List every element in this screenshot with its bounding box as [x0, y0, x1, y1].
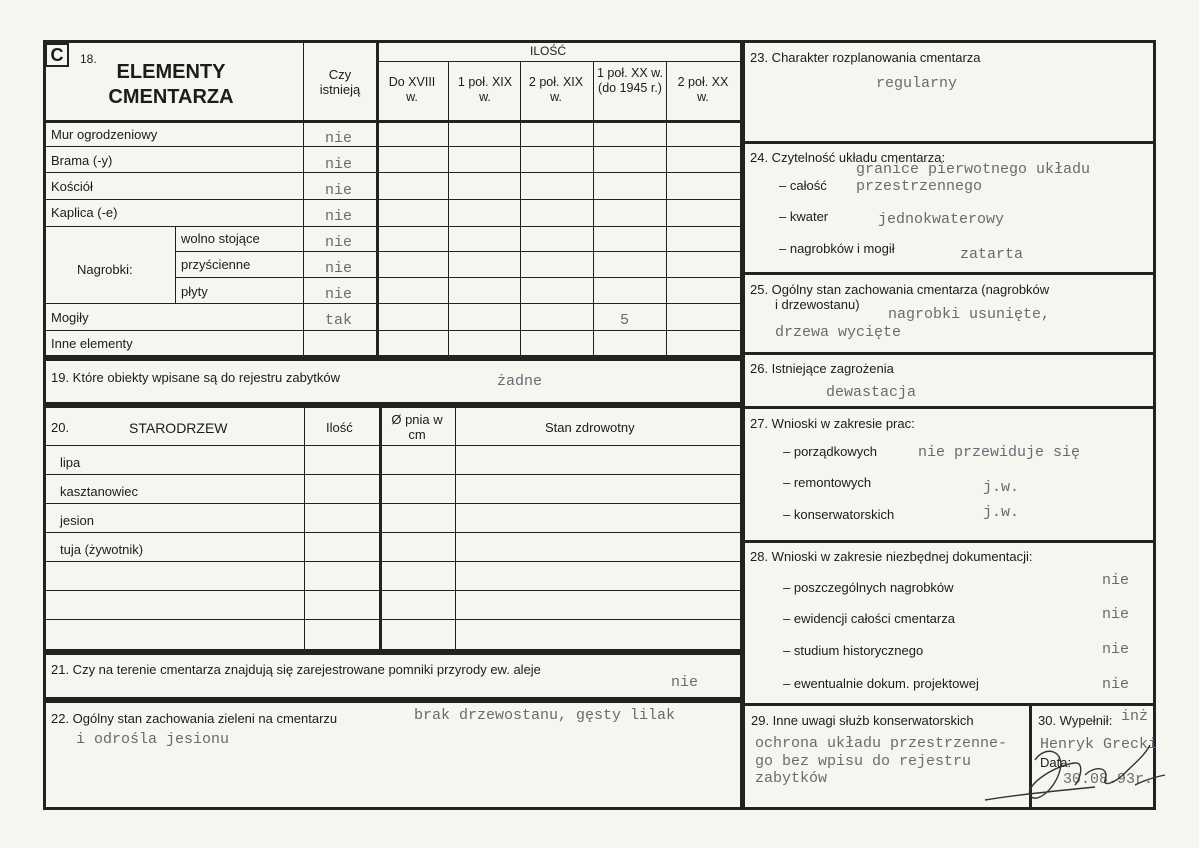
divider: [45, 590, 741, 591]
divider: [175, 226, 176, 303]
s28-label: 28. Wnioski w zakresie niezbędnej dokumentacji:: [750, 549, 1033, 564]
s27-cleanup-value: nie przewiduje się: [918, 444, 1081, 461]
tree-name: lipa: [60, 455, 81, 470]
divider: [45, 172, 741, 173]
s24-label: 24. Czytelność układu cmentarza:: [750, 150, 946, 165]
s23-label: 23. Charakter rozplanowania cmentarza: [750, 50, 981, 65]
divider: [45, 474, 741, 475]
tree-name: jesion: [60, 513, 94, 528]
divider: [45, 226, 741, 227]
section-letter: C: [50, 45, 64, 65]
divider: [45, 330, 741, 331]
s19-label: 19. Które obiekty wpisane są do rejestru zabytków: [51, 370, 341, 385]
divider: [175, 277, 741, 278]
divider: [45, 619, 741, 620]
s18-title-line2: CMENTARZA: [108, 86, 234, 108]
divider: [45, 120, 741, 123]
divider: [744, 540, 1154, 543]
divider: [666, 61, 667, 357]
divider: [45, 503, 741, 504]
s29-value-line1: ochrona układu przestrzenne-: [755, 735, 1008, 752]
period-header-3: 1 poł. XX w. (do 1945 r.): [596, 66, 663, 95]
s24-quarters-label: – kwater: [779, 209, 829, 224]
s21-label: 21. Czy na terenie cmentarza znajdują się zarejestrowane pomniki przyrody ew. aleje: [51, 662, 541, 677]
s26-value: dewastacja: [826, 384, 917, 401]
col-header-qty: Ilość: [326, 420, 353, 435]
divider: [593, 61, 594, 357]
s27-repair-value: j.w.: [983, 479, 1020, 496]
row-label-church: Kościół: [51, 179, 93, 194]
s27-repair-label: – remontowych: [783, 475, 872, 490]
s18-title-line1: ELEMENTY: [116, 61, 226, 83]
s20-number: 20.: [51, 420, 70, 435]
nagrobki-label: Nagrobki:: [77, 262, 133, 277]
s18-number: 18.: [80, 52, 97, 66]
s29-value-line2: go bez wpisu do rejestru: [755, 753, 972, 770]
s30-label: 30. Wypełnił:: [1038, 713, 1113, 728]
s30-date-label: Data:: [1040, 755, 1072, 770]
tree-name: tuja (żywotnik): [60, 542, 144, 557]
s27-conservation-value: j.w.: [983, 504, 1020, 521]
s24-graves-label: – nagrobków i mogił: [779, 241, 895, 256]
s28-item-label: – ewentualnie dokum. projektowej: [783, 676, 979, 691]
s28-item-value: nie: [1102, 676, 1130, 693]
divider: [45, 561, 741, 562]
row-label-slabs: płyty: [181, 284, 208, 299]
period-header-0: Do XVIII w.: [388, 75, 436, 104]
s25-value-line2: drzewa wycięte: [775, 324, 902, 341]
exists-value: nie: [325, 286, 353, 303]
s28-item-label: – ewidencji całości cmentarza: [783, 611, 955, 626]
period-header-2: 2 poł. XIX w.: [528, 75, 584, 104]
exists-value: tak: [325, 312, 353, 329]
row-label-other: Inne elementy: [51, 336, 133, 351]
s20-title: STARODRZEW: [129, 420, 228, 436]
period-header-4: 2 poł. XX w.: [677, 75, 729, 104]
s30-name: Henryk Grecki: [1040, 736, 1158, 753]
row-label-chapel: Kaplica (-e): [51, 205, 118, 220]
exists-value: nie: [325, 208, 353, 225]
s25-label-line2: i drzewostanu): [775, 297, 860, 312]
section-letter-box: [45, 43, 69, 67]
signature: [975, 725, 1175, 815]
s22-label: 22. Ogólny stan zachowania zieleni na cmentarzu: [51, 711, 338, 726]
divider: [520, 61, 521, 357]
divider: [175, 251, 741, 252]
row-label-wall-mounted: przyścienne: [181, 257, 251, 272]
s22-value-line1: brak drzewostanu, gęsty lilak: [414, 707, 676, 724]
divider: [744, 352, 1154, 355]
s28-item-value: nie: [1102, 641, 1130, 658]
s18-title: [96, 60, 246, 110]
s24-quarters-value: jednokwaterowy: [878, 211, 1005, 228]
s24-whole-value-line2: przestrzennego: [856, 178, 983, 195]
divider: [45, 532, 741, 533]
s30-title-typed: inż: [1121, 708, 1149, 725]
s24-whole-label: – całość: [779, 178, 827, 193]
divider: [448, 61, 449, 357]
divider: [45, 445, 741, 446]
graves-qty-1945: 5: [620, 312, 630, 329]
s27-cleanup-label: – porządkowych: [783, 444, 877, 459]
row-label-graves: Mogiły: [51, 310, 89, 325]
divider: [744, 272, 1154, 275]
s20-frame: [43, 405, 743, 652]
s26-label: 26. Istniejące zagrożenia: [750, 361, 894, 376]
divider: [455, 407, 456, 650]
s29-value-line3: zabytków: [755, 770, 828, 787]
col-header-exists: Czy istnieją: [319, 67, 361, 97]
s28-item-label: – poszczególnych nagrobków: [783, 580, 954, 595]
exists-value: nie: [325, 260, 353, 277]
s27-conservation-label: – konserwatorskich: [783, 507, 895, 522]
divider: [744, 406, 1154, 409]
s24-whole-value-line1: granice pierwotnego układu: [856, 161, 1091, 178]
col-header-trunk: Ø pnia w cm: [391, 412, 443, 442]
s29-label: 29. Inne uwagi służb konserwatorskich: [751, 713, 974, 728]
row-label-freestanding: wolno stojące: [181, 231, 260, 246]
divider: [45, 146, 741, 147]
s30-date: 30.08.93r.: [1063, 771, 1154, 788]
divider: [379, 407, 382, 650]
s21-value: nie: [671, 674, 699, 691]
s23-value: regularny: [876, 75, 958, 92]
s25-value-line1: nagrobki usunięte,: [888, 306, 1051, 323]
s28-item-label: – studium historycznego: [783, 643, 924, 658]
divider: [45, 303, 741, 304]
exists-value: nie: [325, 130, 353, 147]
qty-header: ILOŚĆ: [530, 44, 567, 58]
period-header-1: 1 poł. XIX w.: [457, 75, 513, 104]
exists-value: nie: [325, 156, 353, 173]
exists-value: nie: [325, 234, 353, 251]
divider: [744, 703, 1154, 706]
divider: [376, 61, 741, 62]
s28-item-value: nie: [1102, 606, 1130, 623]
s19-value: żadne: [497, 373, 543, 390]
exists-value: nie: [325, 182, 353, 199]
divider: [304, 407, 305, 650]
row-label-wall: Mur ogrodzeniowy: [51, 127, 158, 142]
divider: [45, 199, 741, 200]
s22-value-line2: i odrośla jesionu: [76, 731, 230, 748]
s25-label-line1: 25. Ogólny stan zachowania cmentarza (nagrobków: [750, 282, 1050, 297]
s24-graves-value: zatarta: [960, 246, 1024, 263]
divider: [744, 141, 1154, 144]
col-header-health: Stan zdrowotny: [545, 420, 635, 435]
tree-name: kasztanowiec: [60, 484, 139, 499]
s28-item-value: nie: [1102, 572, 1130, 589]
row-label-gate: Brama (-y): [51, 153, 113, 168]
s27-label: 27. Wnioski w zakresie prac:: [750, 416, 915, 431]
